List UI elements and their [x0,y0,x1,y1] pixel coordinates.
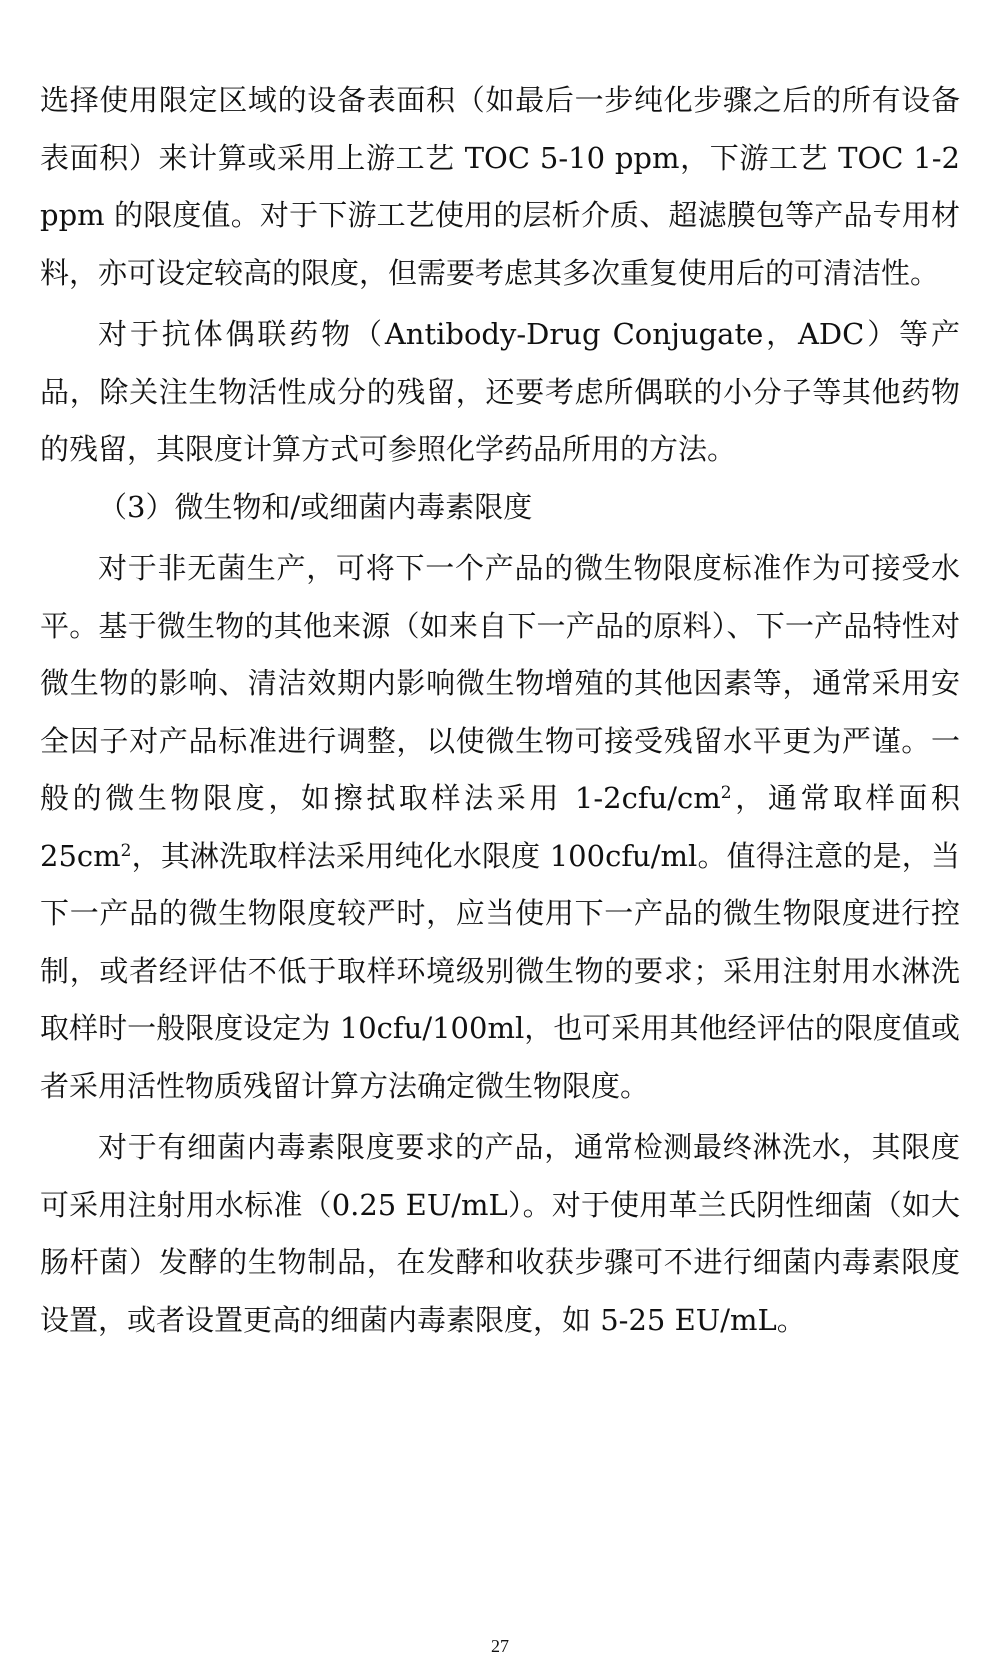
section-heading-microbial-limits: （3）微生物和/或细菌内毒素限度 [98,489,533,524]
paragraph-adc-residue: 对于抗体偶联药物（Antibody-Drug Conjugate，ADC）等产品，除关注生物活性成分的残留，还要考虑所偶联的小分子等其他药物的残留，其限度计算方式可参照化学药品所用的方法。 [40,317,960,466]
paragraph-microbial-text-a: 对于非无菌生产，可将下一个产品的微生物限度标准作为可接受水平。基于微生物的其他来源（如来自下一产品的原料）、下一产品特性对微生物的影响、清洁效期内影响微生物增殖的其他因素等，通常采用安全因子对产品标准进行调整，以使微生物可接受残留水平更为严谨。一般的微生物限度，如擦拭取样法采用 1-2cfu/cm [40,551,960,815]
document-body [40,72,960,1349]
superscript-squared: 2 [720,782,732,803]
paragraph-microbial-limits [40,540,960,1115]
paragraph-microbial-text-b: ，通常取样面积 25cm [40,781,960,873]
paragraph-endotoxin-limits: 对于有细菌内毒素限度要求的产品，通常检测最终淋洗水，其限度可采用注射用水标准（0.25 EU/mL）。对于使用革兰氏阴性细菌（如大肠杆菌）发酵的生物制品，在发酵和收获步骤可不进行细菌内毒素限度设置，或者设置更高的细菌内毒素限度，如 5-25 EU/mL。 [40,1130,960,1337]
page-number: 27 [491,1636,509,1656]
superscript-squared: 2 [120,840,132,861]
paragraph-equipment-surface-limit: 选择使用限定区域的设备表面积（如最后一步纯化步骤之后的所有设备表面积）来计算或采用上游工艺 TOC 5-10 ppm，下游工艺 TOC 1-2 ppm 的限度值。对于下游工艺使用的层析介质、超滤膜包等产品专用材料，亦可设定较高的限度，但需要考虑其多次重复使用后的可清洁性。 [40,83,960,290]
paragraph-microbial-text-c: ，其淋洗取样法采用纯化水限度 100cfu/ml。值得注意的是，当下一产品的微生物限度较严时，应当使用下一产品的微生物限度进行控制，或者经评估不低于取样环境级别微生物的要求；采用注射用水淋洗取样时一般限度设定为 10cfu/100ml，也可采用其他经评估的限度值或者采用活性物质残留计算方法确定微生物限度。 [40,838,960,1103]
